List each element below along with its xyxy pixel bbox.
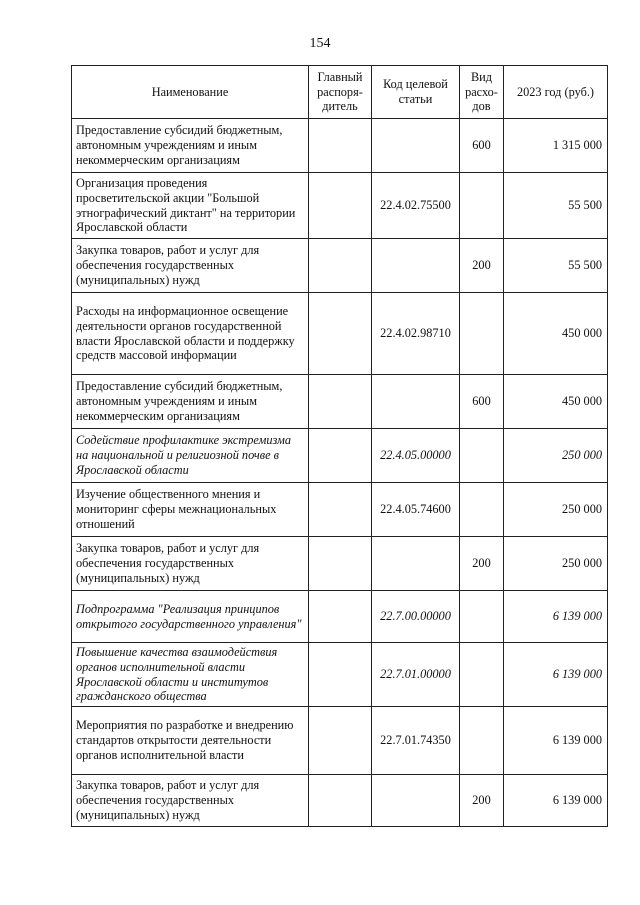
row-type-cell: 200 [460,537,504,591]
header-row [72,66,608,119]
row-manager-cell [309,239,372,293]
table-row [72,239,608,293]
row-amount-cell: 6 139 000 [504,591,608,643]
row-type-cell [460,643,504,707]
row-name-cell: Закупка товаров, работ и услуг для обеспечения государственных (муниципальных) нужд [72,775,309,827]
row-name-cell: Закупка товаров, работ и услуг для обеспечения государственных (муниципальных) нужд [72,239,309,293]
row-amount-cell: 450 000 [504,293,608,375]
row-name-cell: Предоставление субсидий бюджетным, автономным учреждениям и иным некоммерческим организациям [72,375,309,429]
row-code-cell: 22.7.01.74350 [372,707,460,775]
row-amount-cell: 250 000 [504,429,608,483]
row-type-cell: 200 [460,239,504,293]
row-code-cell [372,119,460,173]
table-row [72,375,608,429]
row-amount-cell: 6 139 000 [504,707,608,775]
row-code-cell: 22.7.00.00000 [372,591,460,643]
row-amount-cell: 250 000 [504,537,608,591]
table-header [72,66,608,119]
table-row [72,119,608,173]
row-type-cell [460,429,504,483]
row-manager-cell [309,707,372,775]
row-amount-cell: 1 315 000 [504,119,608,173]
row-code-cell: 22.4.05.00000 [372,429,460,483]
row-manager-cell [309,429,372,483]
table-row [72,429,608,483]
row-code-cell [372,537,460,591]
header-name: Наименование [72,66,309,119]
row-type-cell [460,173,504,239]
row-amount-cell: 55 500 [504,239,608,293]
row-code-cell: 22.4.02.98710 [372,293,460,375]
table-row [72,591,608,643]
row-manager-cell [309,293,372,375]
page-number: 154 [309,36,331,51]
row-name-cell: Мероприятия по разработке и внедрению стандартов открытости деятельности органов исполнительной власти [72,707,309,775]
row-amount-cell: 250 000 [504,483,608,537]
row-manager-cell [309,775,372,827]
row-type-cell [460,293,504,375]
table-row [72,483,608,537]
row-name-cell: Организация проведения просветительской акции "Большой этнографический диктант" на территории Ярославской области [72,173,309,239]
table-row [72,293,608,375]
table-row [72,707,608,775]
header-expense-type: Вид расхо-дов [460,66,504,119]
table-row [72,775,608,827]
row-manager-cell [309,643,372,707]
row-manager-cell [309,173,372,239]
row-amount-cell: 6 139 000 [504,775,608,827]
row-name-cell: Расходы на информационное освещение деятельности органов государственной власти Ярославской области и поддержку средств массовой информации [72,293,309,375]
row-name-cell: Предоставление субсидий бюджетным, автономным учреждениям и иным некоммерческим организациям [72,119,309,173]
budget-table [71,65,608,827]
row-code-cell [372,775,460,827]
row-name-cell: Повышение качества взаимодействия органов исполнительной власти Ярославской области и институтов гражданского общества [72,643,309,707]
row-amount-cell: 6 139 000 [504,643,608,707]
row-type-cell [460,707,504,775]
row-name-cell: Содействие профилактике экстремизма на национальной и религиозной почве в Ярославской области [72,429,309,483]
row-type-cell [460,483,504,537]
row-manager-cell [309,483,372,537]
row-manager-cell [309,591,372,643]
row-manager-cell [309,375,372,429]
row-manager-cell [309,119,372,173]
header-target-code: Код целевой статьи [372,66,460,119]
row-amount-cell: 450 000 [504,375,608,429]
row-amount-cell: 55 500 [504,173,608,239]
row-name-cell: Изучение общественного мнения и мониторинг сферы межнациональных отношений [72,483,309,537]
header-amount: 2023 год (руб.) [504,66,608,119]
row-code-cell [372,375,460,429]
row-code-cell: 22.7.01.00000 [372,643,460,707]
row-type-cell: 600 [460,375,504,429]
table-row [72,643,608,707]
row-name-cell: Закупка товаров, работ и услуг для обеспечения государственных (муниципальных) нужд [72,537,309,591]
row-type-cell [460,591,504,643]
row-name-cell: Подпрограмма "Реализация принципов открытого государственного управления" [72,591,309,643]
table-body [72,119,608,827]
header-manager: Главный распоря-дитель [309,66,372,119]
row-code-cell [372,239,460,293]
row-type-cell: 200 [460,775,504,827]
row-code-cell: 22.4.05.74600 [372,483,460,537]
row-type-cell: 600 [460,119,504,173]
row-code-cell: 22.4.02.75500 [372,173,460,239]
table-row [72,537,608,591]
row-manager-cell [309,537,372,591]
table-row [72,173,608,239]
